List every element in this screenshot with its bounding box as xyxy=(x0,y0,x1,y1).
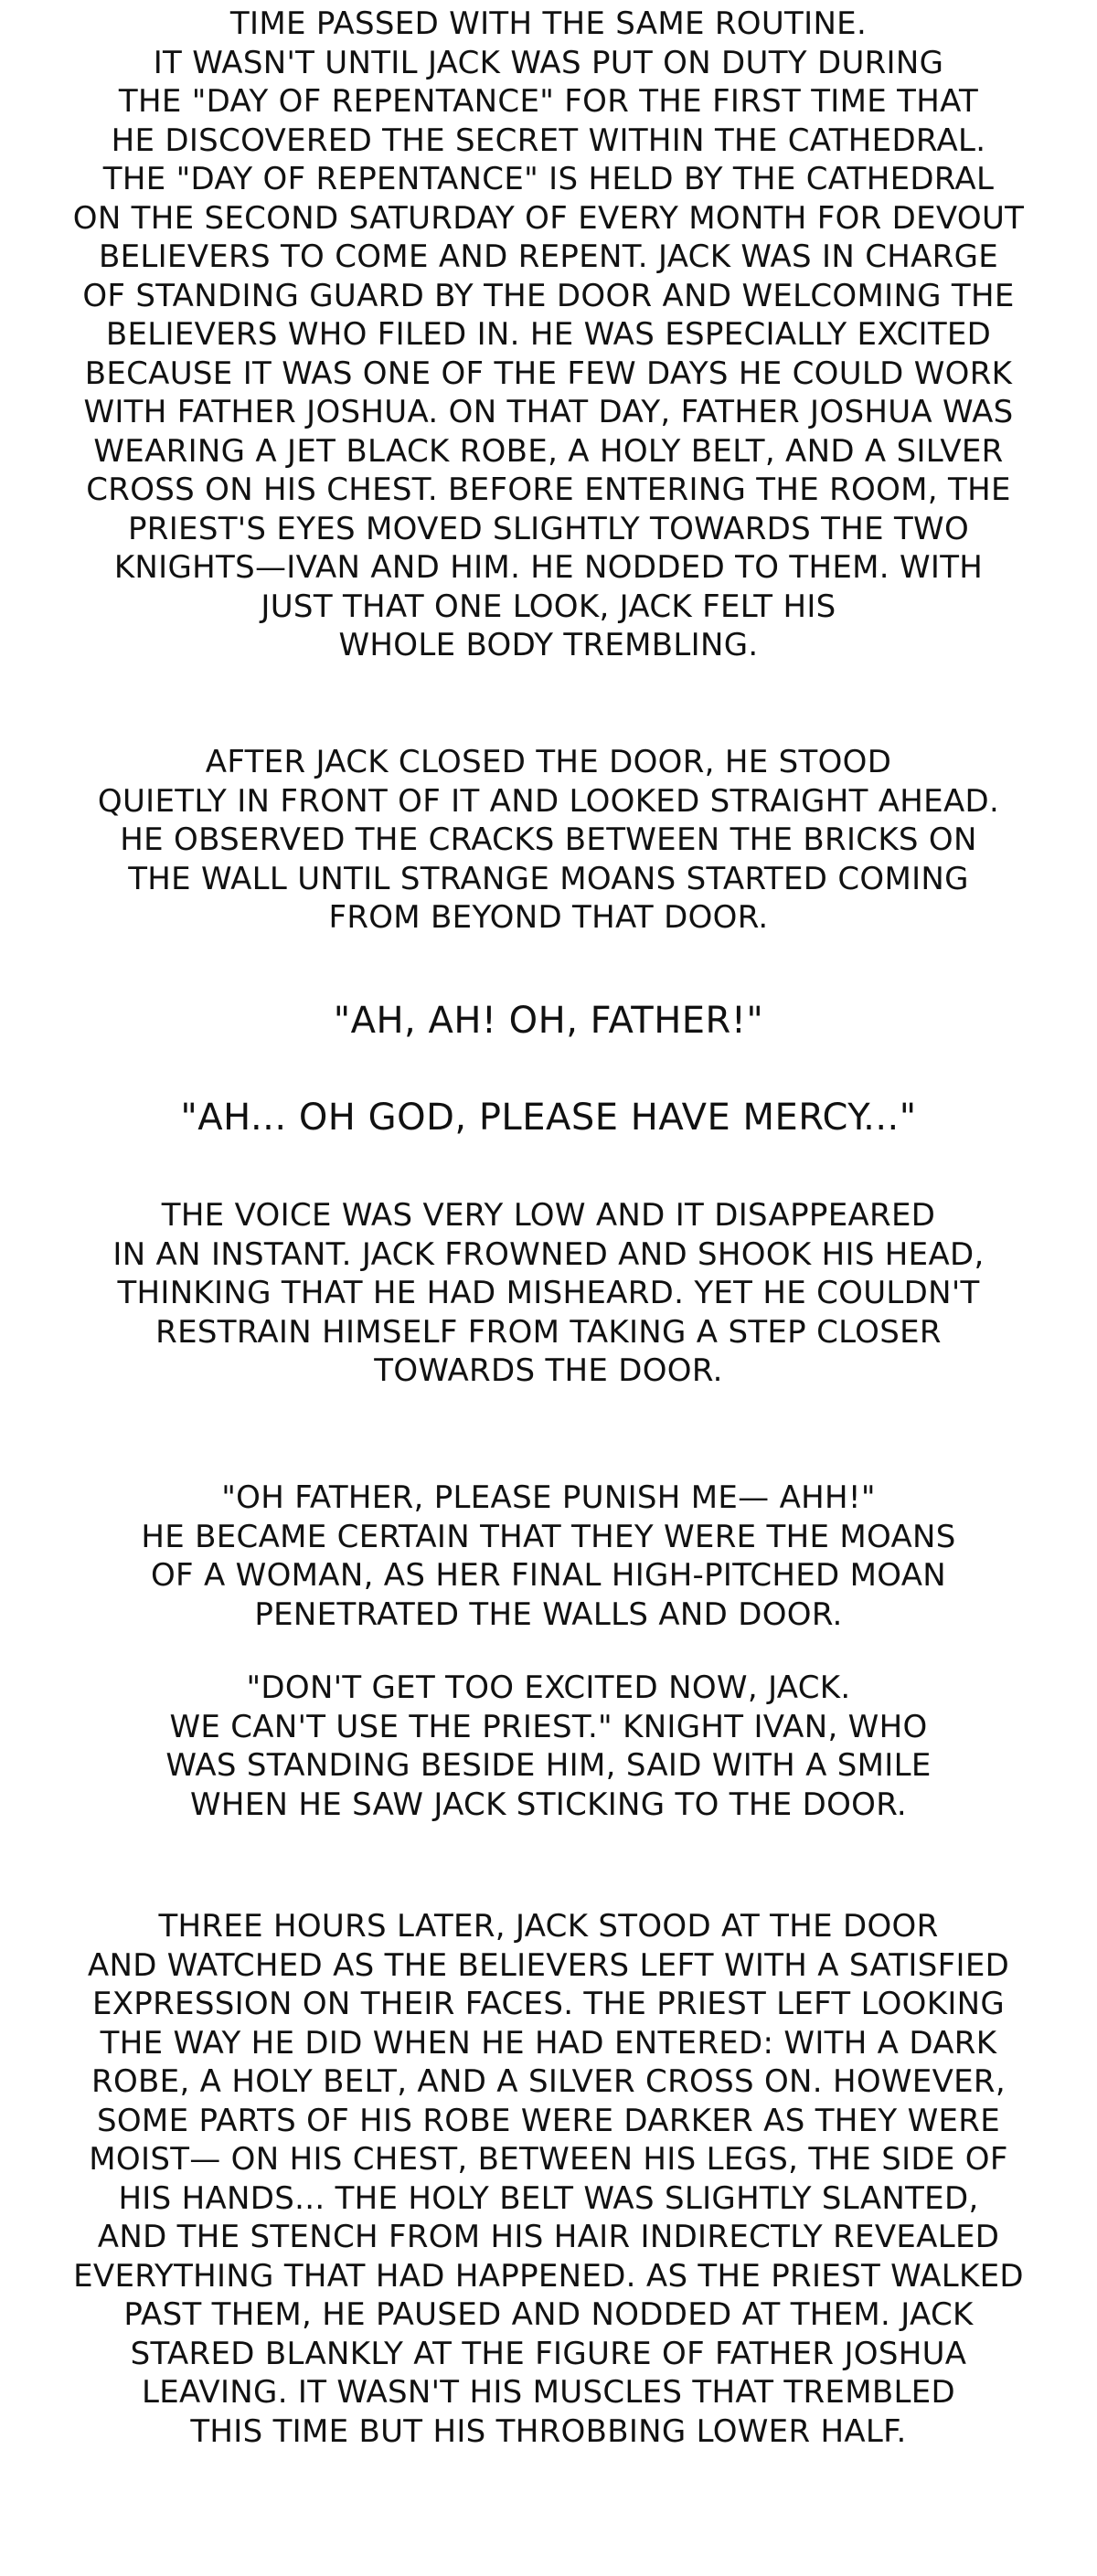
paragraph-three-hours xyxy=(0,1907,1097,2451)
text-line: BELIEVERS WHO FILED IN. HE WAS ESPECIALLY EXCITED xyxy=(105,316,992,353)
text-line: RESTRAIN HIMSELF FROM TAKING A STEP CLOSER xyxy=(155,1313,942,1351)
dialogue-line-1 xyxy=(0,998,1097,1044)
text-line: "OH FATHER, PLEASE PUNISH ME— AHH!" xyxy=(221,1479,876,1516)
text-line: THE "DAY OF REPENTANCE" FOR THE FIRST TIME THAT xyxy=(118,83,979,120)
text-line: THE WALL UNTIL STRANGE MOANS STARTED COMING xyxy=(128,860,969,897)
text-line: CROSS ON HIS CHEST. BEFORE ENTERING THE ROOM, THE xyxy=(86,472,1011,508)
text-line: EXPRESSION ON THEIR FACES. THE PRIEST LEFT LOOKING xyxy=(91,1986,1006,2022)
text-line: SOME PARTS OF HIS ROBE WERE DARKER AS THEY WERE xyxy=(96,2102,1000,2139)
text-line: WAS STANDING BESIDE HIM, SAID WITH A SMILE xyxy=(165,1747,932,1784)
dialogue-text: "AH... OH GOD, PLEASE HAVE MERCY..." xyxy=(180,1097,917,1139)
paragraph-voice xyxy=(0,1196,1097,1391)
text-line: HIS HANDS... THE HOLY BELT WAS SLIGHTLY SLANTED, xyxy=(118,2179,979,2217)
text-line: THINKING THAT HE HAD MISHEARD. YET HE COULDN'T xyxy=(117,1275,980,1311)
text-line: BECAUSE IT WAS ONE OF THE FEW DAYS HE COULD WORK xyxy=(84,355,1013,392)
dialogue-line-2 xyxy=(0,1095,1097,1140)
text-line: STARED BLANKLY AT THE FIGURE OF FATHER JOSHUA xyxy=(130,2335,967,2372)
text-line: AND WATCHED AS THE BELIEVERS LEFT WITH A SATISFIED xyxy=(87,1946,1010,1984)
text-line: BELIEVERS TO COME AND REPENT. JACK WAS IN CHARGE xyxy=(98,239,999,275)
text-line: TIME PASSED WITH THE SAME ROUTINE. xyxy=(229,5,868,42)
text-line: AFTER JACK CLOSED THE DOOR, HE STOOD xyxy=(205,744,892,780)
text-line: THE WAY HE DID WHEN HE HAD ENTERED: WITH A DARK xyxy=(100,2024,997,2062)
dialogue-text: "AH, AH! OH, FATHER!" xyxy=(333,1000,764,1042)
text-line: THIS TIME BUT HIS THROBBING LOWER HALF. xyxy=(190,2412,907,2450)
text-line: PAST THEM, HE PAUSED AND NODDED AT THEM. JACK xyxy=(123,2296,974,2333)
text-line: HE DISCOVERED THE SECRET WITHIN THE CATHEDRAL. xyxy=(111,122,986,159)
text-line: WEARING A JET BLACK ROBE, A HOLY BELT, AND A SILVER xyxy=(93,432,1004,470)
text-line: MOIST— ON HIS CHEST, BETWEEN HIS LEGS, THE SIDE OF xyxy=(89,2141,1008,2178)
text-line: LEAVING. IT WASN'T HIS MUSCLES THAT TREMBLED xyxy=(142,2374,955,2411)
text-line: "DON'T GET TOO EXCITED NOW, JACK. xyxy=(246,1670,851,1706)
text-line: QUIETLY IN FRONT OF IT AND LOOKED STRAIGHT AHEAD. xyxy=(97,782,1000,820)
text-line: ON THE SECOND SATURDAY OF EVERY MONTH FOR DEVOUT xyxy=(72,199,1025,237)
text-line: HE BECAME CERTAIN THAT THEY WERE THE MOANS xyxy=(141,1518,956,1555)
text-line: OF A WOMAN, AS HER FINAL HIGH-PITCHED MOAN xyxy=(150,1557,947,1594)
text-line: WE CAN'T USE THE PRIEST." KNIGHT IVAN, WHO xyxy=(169,1708,928,1745)
text-line: WHEN HE SAW JACK STICKING TO THE DOOR. xyxy=(189,1786,908,1823)
text-line: TOWARDS THE DOOR. xyxy=(374,1352,723,1389)
text-line: FROM BEYOND THAT DOOR. xyxy=(328,899,769,936)
text-line: OF STANDING GUARD BY THE DOOR AND WELCOMING THE xyxy=(82,277,1015,314)
text-line: THE "DAY OF REPENTANCE" IS HELD BY THE CATHEDRAL xyxy=(102,161,995,197)
text-line: IT WASN'T UNTIL JACK WAS PUT ON DUTY DURING xyxy=(153,44,944,81)
paragraph-certain xyxy=(0,1479,1097,1634)
paragraph-closed-door xyxy=(0,743,1097,938)
text-line: JUST THAT ONE LOOK, JACK FELT HIS xyxy=(261,588,836,625)
text-line: WITH FATHER JOSHUA. ON THAT DAY, FATHER JOSHUA WAS xyxy=(83,394,1014,430)
text-line: AND THE STENCH FROM HIS HAIR INDIRECTLY REVEALED xyxy=(97,2219,1000,2255)
text-line: PRIEST'S EYES MOVED SLIGHTLY TOWARDS THE TWO xyxy=(127,510,970,547)
text-line: WHOLE BODY TREMBLING. xyxy=(338,627,759,663)
text-line: HE OBSERVED THE CRACKS BETWEEN THE BRICKS ON xyxy=(120,822,977,858)
text-line: THE VOICE WAS VERY LOW AND IT DISAPPEARED xyxy=(161,1197,936,1234)
text-line: KNIGHTS—IVAN AND HIM. HE NODDED TO THEM. WITH xyxy=(113,549,984,586)
paragraph-routine xyxy=(0,5,1097,665)
text-line: THREE HOURS LATER, JACK STOOD AT THE DOOR xyxy=(158,1908,939,1945)
text-line: IN AN INSTANT. JACK FROWNED AND SHOOK HIS HEAD, xyxy=(112,1235,985,1273)
text-line: PENETRATED THE WALLS AND DOOR. xyxy=(254,1595,843,1633)
text-line: ROBE, A HOLY BELT, AND A SILVER CROSS ON. HOWEVER, xyxy=(91,2063,1006,2100)
text-line: EVERYTHING THAT HAD HAPPENED. AS THE PRIEST WALKED xyxy=(73,2257,1024,2295)
paragraph-ivan xyxy=(0,1669,1097,1824)
